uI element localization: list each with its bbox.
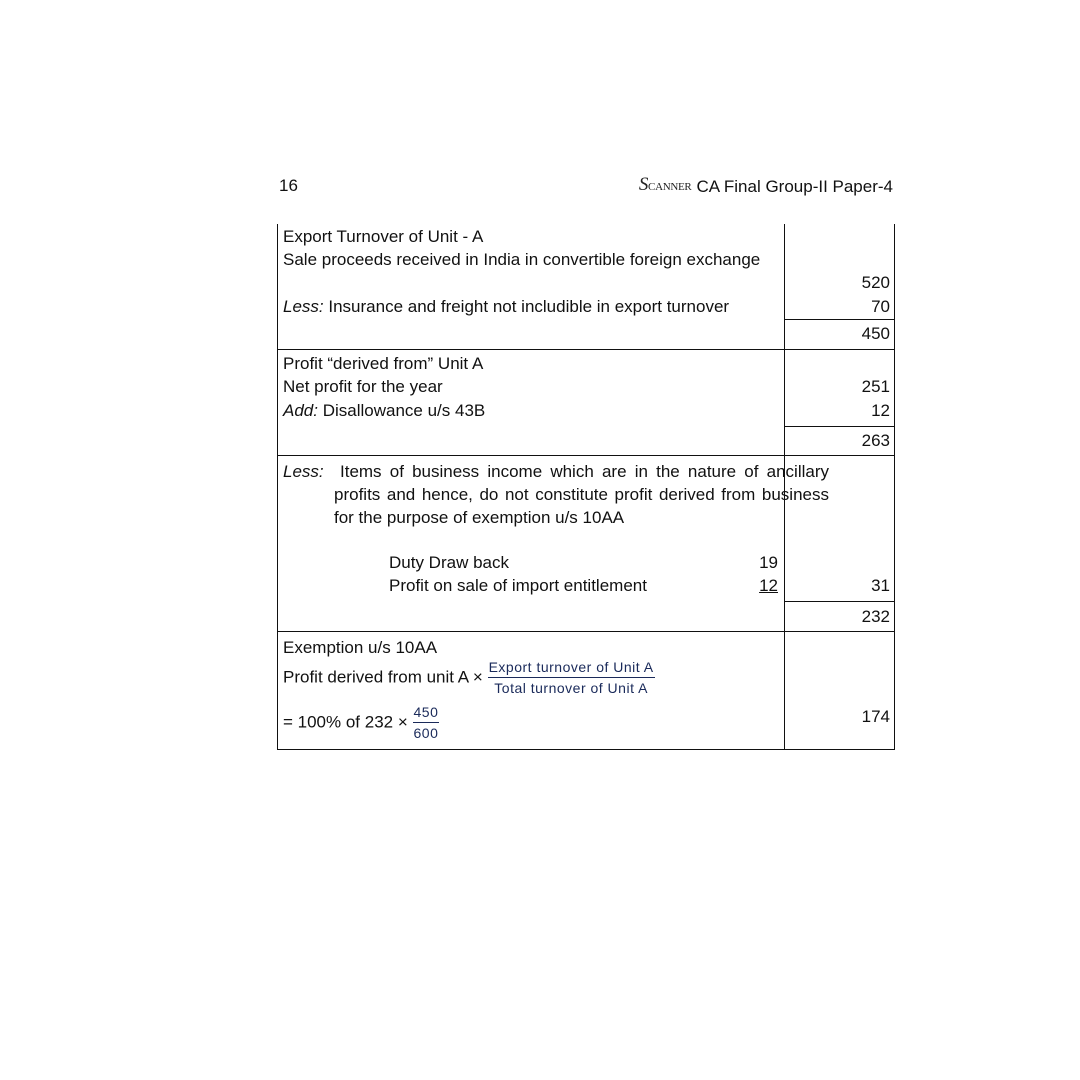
profit-derived-total: 263 bbox=[861, 431, 890, 450]
duty-drawback-amount: 19 bbox=[759, 553, 778, 572]
less-label: Less: bbox=[283, 297, 324, 316]
sale-proceeds-amount: 520 bbox=[861, 273, 890, 292]
exemption-title: Exemption u/s 10AA bbox=[283, 638, 438, 657]
calc-fraction bbox=[413, 704, 440, 742]
exemption-calculation bbox=[283, 704, 778, 742]
ancillary-profits-text: Items of business income which are in the nature of ancillary profits and hence, do not constitute profit derived from business for the purpose of exemption u/s 10AA bbox=[334, 462, 829, 528]
insurance-freight-line bbox=[283, 295, 783, 318]
calc-denominator: 600 bbox=[413, 725, 439, 741]
export-turnover-title: Export Turnover of Unit - A bbox=[283, 227, 484, 246]
formula-prefix: Profit derived from unit A × bbox=[283, 667, 483, 687]
scanner-logo: SCANNER bbox=[638, 174, 692, 195]
running-head bbox=[639, 176, 893, 198]
exemption-formula bbox=[283, 659, 778, 697]
sale-proceeds-text: Sale proceeds received in India in convertible foreign exchange bbox=[283, 250, 761, 269]
duty-drawback-label: Duty Draw back bbox=[389, 553, 509, 572]
net-profit-label: Net profit for the year bbox=[283, 377, 443, 396]
less-label: Less: bbox=[283, 462, 324, 481]
table-right-border bbox=[894, 224, 895, 750]
list-item bbox=[389, 551, 778, 574]
table-bottom-border bbox=[277, 749, 895, 750]
profit-derived-title: Profit “derived from” Unit A bbox=[283, 354, 484, 373]
add-label: Add: bbox=[283, 401, 318, 420]
insurance-freight-amount: 70 bbox=[871, 297, 890, 316]
disallowance-line bbox=[283, 399, 778, 422]
export-turnover-total: 450 bbox=[861, 324, 890, 343]
formula-denominator: Total turnover of Unit A bbox=[494, 680, 648, 696]
running-title: CA Final Group-II Paper-4 bbox=[696, 177, 893, 196]
page-number: 16 bbox=[279, 176, 298, 195]
table-left-border bbox=[277, 224, 278, 750]
disallowance-text: Disallowance u/s 43B bbox=[322, 401, 486, 420]
profit-after-deduction-total: 232 bbox=[861, 607, 890, 626]
computation-table bbox=[277, 224, 895, 750]
net-profit-amount: 251 bbox=[861, 377, 890, 396]
subtotal-rule bbox=[784, 426, 895, 427]
calc-prefix: = 100% of 232 × bbox=[283, 712, 408, 732]
disallowance-amount: 12 bbox=[871, 401, 890, 420]
list-item bbox=[389, 574, 778, 597]
subtotal-rule bbox=[784, 319, 895, 320]
calc-numerator: 450 bbox=[413, 704, 440, 723]
section-divider bbox=[277, 349, 895, 350]
import-entitlement-label: Profit on sale of import entitlement bbox=[389, 576, 647, 595]
ancillary-profits-note bbox=[283, 460, 829, 530]
exemption-amount: 174 bbox=[861, 707, 890, 726]
formula-fraction bbox=[488, 659, 655, 697]
page-header bbox=[279, 176, 895, 200]
section-divider bbox=[277, 631, 895, 632]
subtotal-rule bbox=[784, 601, 895, 602]
formula-numerator: Export turnover of Unit A bbox=[488, 659, 655, 678]
insurance-freight-text: Insurance and freight not includible in export turnover bbox=[328, 297, 730, 316]
deduction-subtotal: 31 bbox=[871, 576, 890, 595]
import-entitlement-amount: 12 bbox=[759, 576, 778, 595]
section-divider bbox=[277, 455, 895, 456]
